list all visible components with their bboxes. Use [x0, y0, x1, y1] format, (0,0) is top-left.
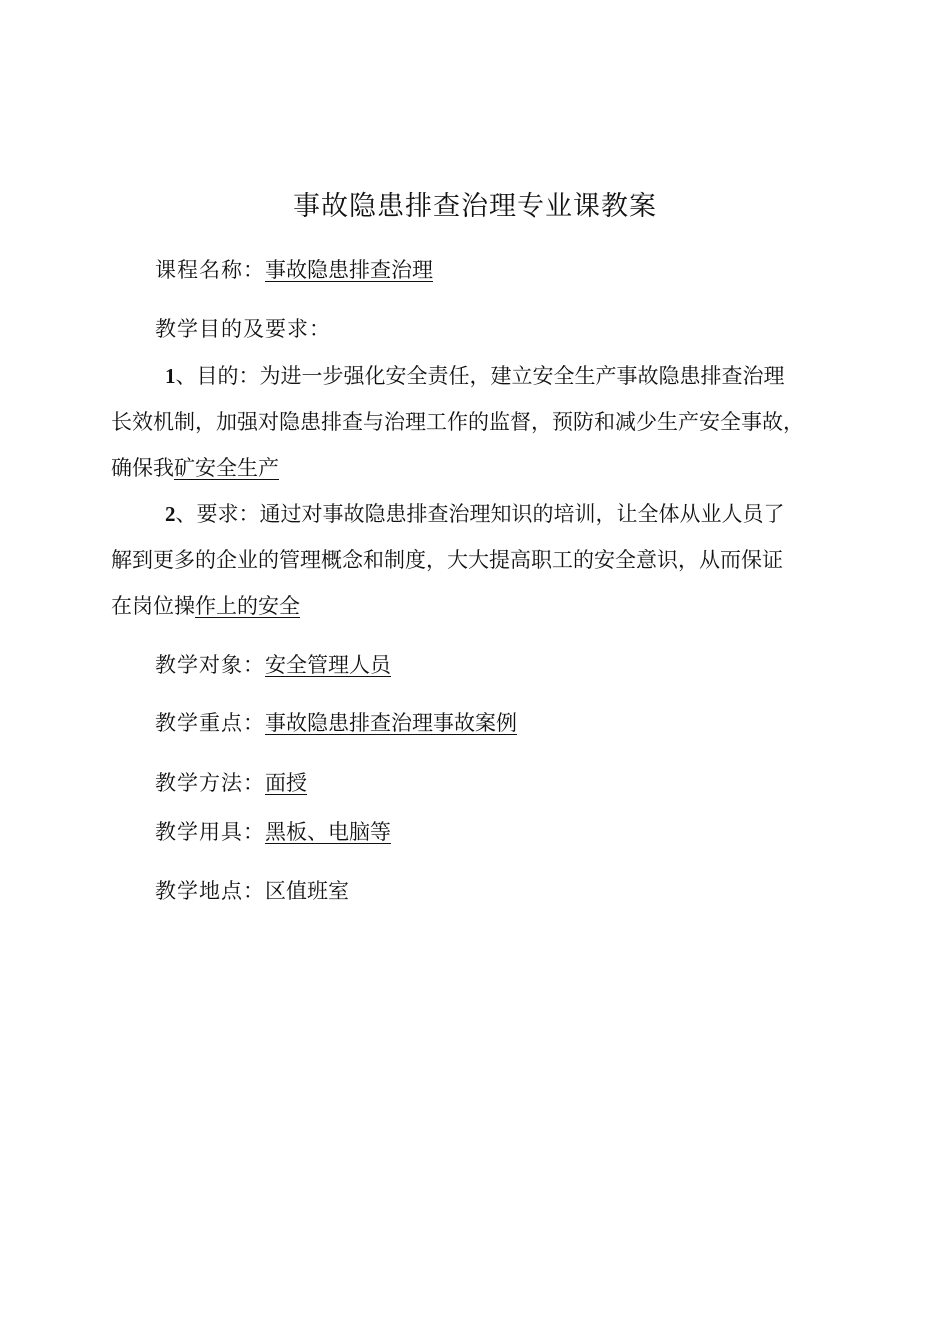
method-value: 面授	[265, 771, 307, 795]
requirement-number: 2	[165, 502, 176, 526]
purpose-paragraph	[111, 353, 841, 491]
document-title: 事故隐患排查治理专业课教案	[293, 191, 657, 222]
purpose-line-2: 长效机制，加强对隐患排查与治理工作的监督，预防和减少生产安全事故，	[111, 410, 804, 434]
requirement-paragraph	[111, 491, 841, 629]
audience-value: 安全管理人员	[265, 653, 391, 677]
course-name-label: 课程名称：	[155, 258, 265, 282]
focus-label: 教学重点：	[155, 711, 265, 735]
requirement-line-3	[111, 583, 841, 629]
location-label: 教学地点：	[155, 879, 265, 903]
requirement-text-3-underlined: 作上的安全	[195, 594, 300, 618]
audience-row	[155, 650, 391, 680]
purpose-line-1	[111, 353, 841, 399]
requirement-text-1: 、要求：通过对事故隐患排查治理知识的培训，让全体从业人员了	[175, 502, 785, 526]
requirement-line-2: 解到更多的企业的管理概念和制度，大大提高职工的安全意识，从而保证	[111, 548, 783, 572]
location-row	[155, 876, 349, 906]
purpose-text-3-underlined: 矿安全生产	[174, 456, 279, 480]
course-name-value: 事故隐患排查治理	[265, 258, 433, 282]
tools-label: 教学用具：	[155, 820, 265, 844]
tools-row	[155, 817, 391, 847]
tools-value: 黑板、电脑等	[265, 820, 391, 844]
course-name-row	[155, 255, 433, 285]
method-label: 教学方法：	[155, 771, 265, 795]
purpose-number: 1	[165, 364, 176, 388]
requirement-text-3: 在岗位操	[111, 594, 195, 618]
purpose-text-1: 、目的：为进一步强化安全责任，建立安全生产事故隐患排查治理	[175, 364, 785, 388]
location-value: 区值班室	[265, 879, 349, 903]
focus-value: 事故隐患排查治理事故案例	[265, 711, 517, 735]
objectives-heading: 教学目的及要求：	[155, 317, 331, 341]
audience-label: 教学对象：	[155, 653, 265, 677]
method-row	[155, 768, 307, 798]
purpose-text-3: 确保我	[111, 456, 174, 480]
requirement-line-1	[111, 491, 841, 537]
objectives-heading-row	[155, 314, 331, 344]
focus-row	[155, 708, 517, 738]
purpose-line-3	[111, 445, 841, 491]
